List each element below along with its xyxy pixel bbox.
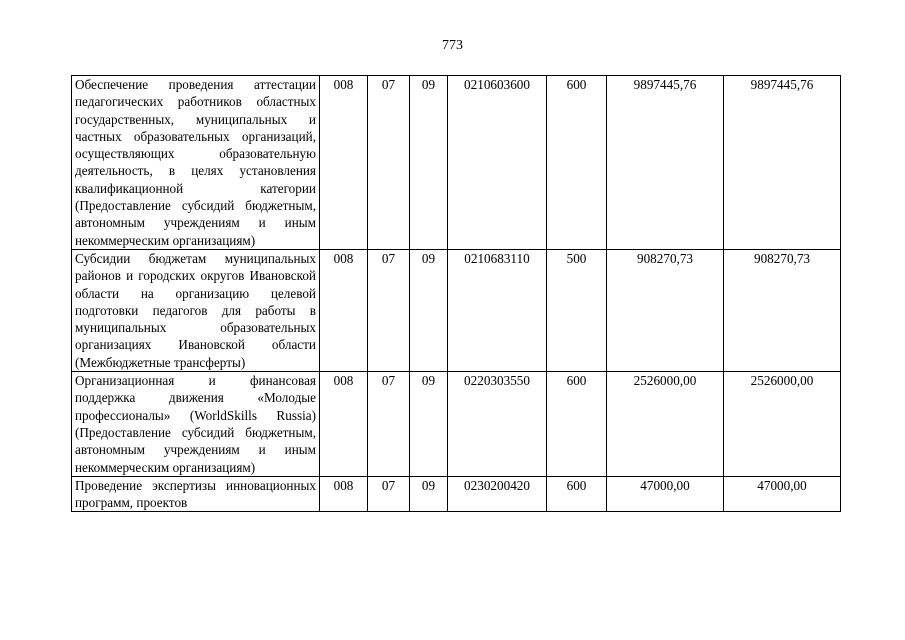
target-article-code: 0210603600 (448, 76, 547, 250)
expense-type-code: 500 (547, 249, 607, 371)
ministry-code: 008 (320, 372, 368, 477)
expense-type-code: 600 (547, 476, 607, 512)
ministry-code: 008 (320, 249, 368, 371)
section-code: 07 (368, 249, 410, 371)
budget-table (71, 75, 841, 512)
subsection-code: 09 (410, 249, 448, 371)
row-description: Субсидии бюджетам муниципальных районов и городских округов Ивановской области на организацию целевой подготовки педагогов для работы в муниципальных образовательных организациях Ивановской области (Межбюджетные трансферты) (72, 249, 320, 371)
row-description: Обеспечение проведения аттестации педагогических работников областных государственных, муниципальных и частных образовательных организаций, осуществляющих образовательную деятельность, в целях установления квалификационной категории (Предоставление субсидий бюджетным, автономным учреждениям и иным некоммерческим организациям) (72, 76, 320, 250)
page-number: 773 (442, 38, 463, 53)
ministry-code: 008 (320, 76, 368, 250)
table-row (72, 249, 841, 371)
amount-first: 47000,00 (607, 476, 724, 512)
row-description: Организационная и финансовая поддержка движения «Молодые профессионалы» (WorldSkills Russia) (Предоставление субсидий бюджетным, автономным учреждениям и иным некоммерческим организациям) (72, 372, 320, 477)
amount-second: 9897445,76 (724, 76, 841, 250)
subsection-code: 09 (410, 372, 448, 477)
amount-first: 2526000,00 (607, 372, 724, 477)
table-row (72, 76, 841, 250)
section-code: 07 (368, 372, 410, 477)
amount-first: 9897445,76 (607, 76, 724, 250)
table-row (72, 372, 841, 477)
target-article-code: 0220303550 (448, 372, 547, 477)
subsection-code: 09 (410, 76, 448, 250)
amount-first: 908270,73 (607, 249, 724, 371)
amount-second: 47000,00 (724, 476, 841, 512)
section-code: 07 (368, 476, 410, 512)
row-description: Проведение экспертизы инновационных программ, проектов (72, 476, 320, 512)
subsection-code: 09 (410, 476, 448, 512)
expense-type-code: 600 (547, 372, 607, 477)
ministry-code: 008 (320, 476, 368, 512)
table-row (72, 476, 841, 512)
amount-second: 908270,73 (724, 249, 841, 371)
expense-type-code: 600 (547, 76, 607, 250)
target-article-code: 0230200420 (448, 476, 547, 512)
target-article-code: 0210683110 (448, 249, 547, 371)
section-code: 07 (368, 76, 410, 250)
amount-second: 2526000,00 (724, 372, 841, 477)
